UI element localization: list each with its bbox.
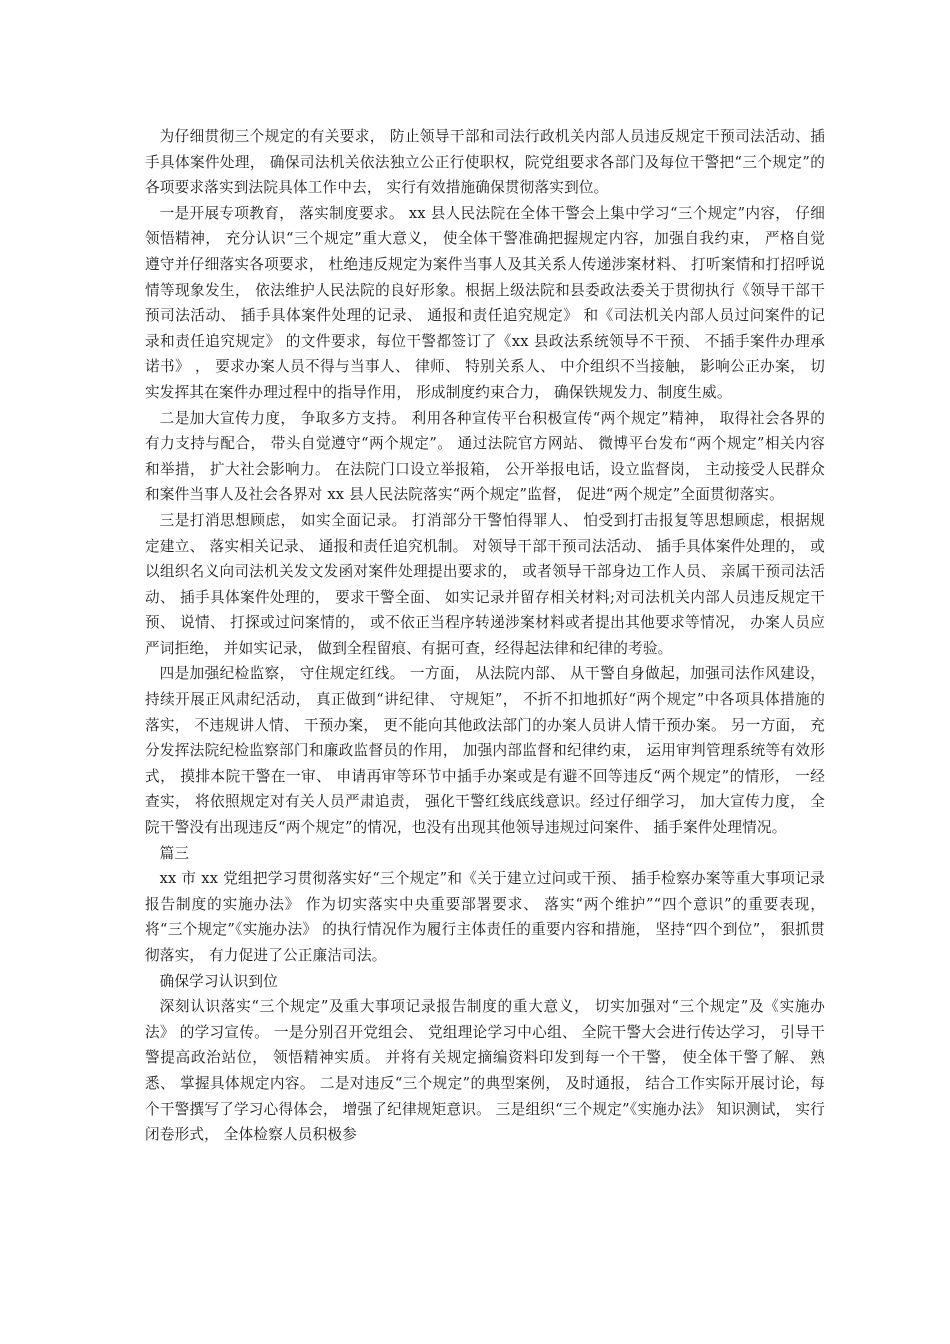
paragraph-point-four: 四是加强纪检监察， 守住规定红线。 一方面， 从法院内部、 从干警自身做起，加强司法作风建设， 持续开展正风肃纪活动， 真正做到“讲纪律、 守规矩”， 不折不扣地抓好“两个规定”中各项具体措施的落实， 不违规讲人情、 干预办案， 更不能向其他政法部门的办案人员讲人情干预办案。 另一方面， 充分发挥法院纪检监察部门和廉政监督员的作用， 加强内部监督和纪律约束， 运用审判管理系统等有效形式， 摸排本院干警在一审、 申请再审等环节中插手办案或是有避不回等违反“两个规定”的情形， 一经查实， 将依照规定对有关人员严肃追责， 强化干警红线底线意识。经过仔细学习， 加大宣传力度， 全院干警没有出现违反“两个规定”的情况，也没有出现其他领导违规过问案件、 插手案件处理情况。 xyxy=(145,665,825,837)
paragraph-point-one: 一是开展专项教育， 落实制度要求。 xx 县人民法院在全体干警会上集中学习“三个规定”内容， 仔细领悟精神， 充分认识“三个规定”重大意义， 使全体干警准确把握规定内容，加强自我约束， 严格自觉遵守并仔细落实各项要求， 杜绝违反规定为案件当事人及其关系人传递涉案材料、 打听案情和打招呼说情等现象发生， 依法维护人民法院的良好形象。根据上级法院和县委政法委关于贯彻执行《领导干部干预司法活动、 插手具体案件处理的记录、 通报和责任追究规定》 和《司法机关内部人员过问案件的记录和责任追究规定》 的文件要求，每位干警都签订了《xx 县政法系统领导不干预、 不插手案件办理承诺书》 ， 要求办案人员不得与当事人、 律师、 特别关系人、 中介组织不当接触， 影响公正办案， 切实发挥其在案件办理过程中的指导作用， 形成制度约束合力， 确保铁规发力、制度生威。 xyxy=(145,204,825,401)
paragraph-point-three: 三是打消思想顾虑， 如实全面记录。 打消部分干警怕得罪人、 怕受到打击报复等思想顾虑，根据规定建立、 落实相关记录、 通报和责任追究机制。 对领导干部干预司法活动、 插手具体案件处理的， 或以组织名义向司法机关发文发函对案件处理提出要求的， 或者领导干部身边工作人员、 亲属干预司法活动、 插手具体案件处理的， 要求干警全面、 如实记录并留存相关材料;对司法机关内部人员违反规定干预、 说情、 打探或过问案情的， 或不依正当程序转递涉案材料或者提出其他要求等情况， 办案人员应严词拒绝， 并如实记录， 做到全程留痕、有据可查，经得起法律和纪律的考验。 xyxy=(145,511,825,657)
paragraph-point-two: 二是加大宣传力度， 争取多方支持。 利用各种宣传平台积极宣传“两个规定”精神， 取得社会各界的有力支持与配合， 带头自觉遵守“两个规定”。 通过法院官方网站、 微博平台发布“两个规定”相关内容和举措， 扩大社会影响力。 在法院门口设立举报箱， 公开举报电话，设立监督岗， 主动接受人民群众和案件当事人及社会各界对 xx 县人民法院落实“两个规定”监督， 促进“两个规定”全面贯彻落实。 xyxy=(145,409,825,504)
paragraph-part-three-intro: xx 市 xx 党组把学习贯彻落实好“三个规定”和《关于建立过问或干预、 插手检察办案等重大事项记录报告制度的实施办法》 作为切实落实中央重要部署要求、 落实“两个维护”“四个意识”的重要表现， 将“三个规定”《实施办法》 的执行情况作为履行主体责任的重要内容和措施， 坚持“四个到位”， 狠抓贯彻落实， 有力促进了公正廉洁司法。 xyxy=(145,870,825,964)
subheading-study: 确保学习认识到位 xyxy=(159,972,278,990)
paragraph-study: 深刻认识落实“三个规定”及重大事项记录报告制度的重大意义， 切实加强对“三个规定”及《实施办法》 的学习宣传。 一是分别召开党组会、 党组理论学习中心组、 全院干警大会进行传达学习， 引导干警提高政治站位， 领悟精神实质。 并将有关规定摘编资料印发到每一个干警， 使全体干警了解、 熟悉、 掌握具体规定内容。 二是对违反“三个规定”的典型案例， 及时通报， 结合工作实际开展讨论，每个干警撰写了学习心得体会， 增强了纪律规矩意识。 三是组织“三个规定”《实施办法》 知识测试， 实行闭卷形式， 全体检察人员积极参 xyxy=(145,998,825,1144)
paragraph-intro: 为仔细贯彻三个规定的有关要求， 防止领导干部和司法行政机关内部人员违反规定干预司法活动、插手具体案件处理， 确保司法机关依法独立公正行使职权，院党组要求各部门及每位干警把“三个规定”的各项要求落实到法院具体工作中去， 实行有效措施确保贯彻落实到位。 xyxy=(145,128,825,197)
section-heading-part-three: 篇三 xyxy=(159,844,190,862)
document-body xyxy=(145,124,825,1148)
